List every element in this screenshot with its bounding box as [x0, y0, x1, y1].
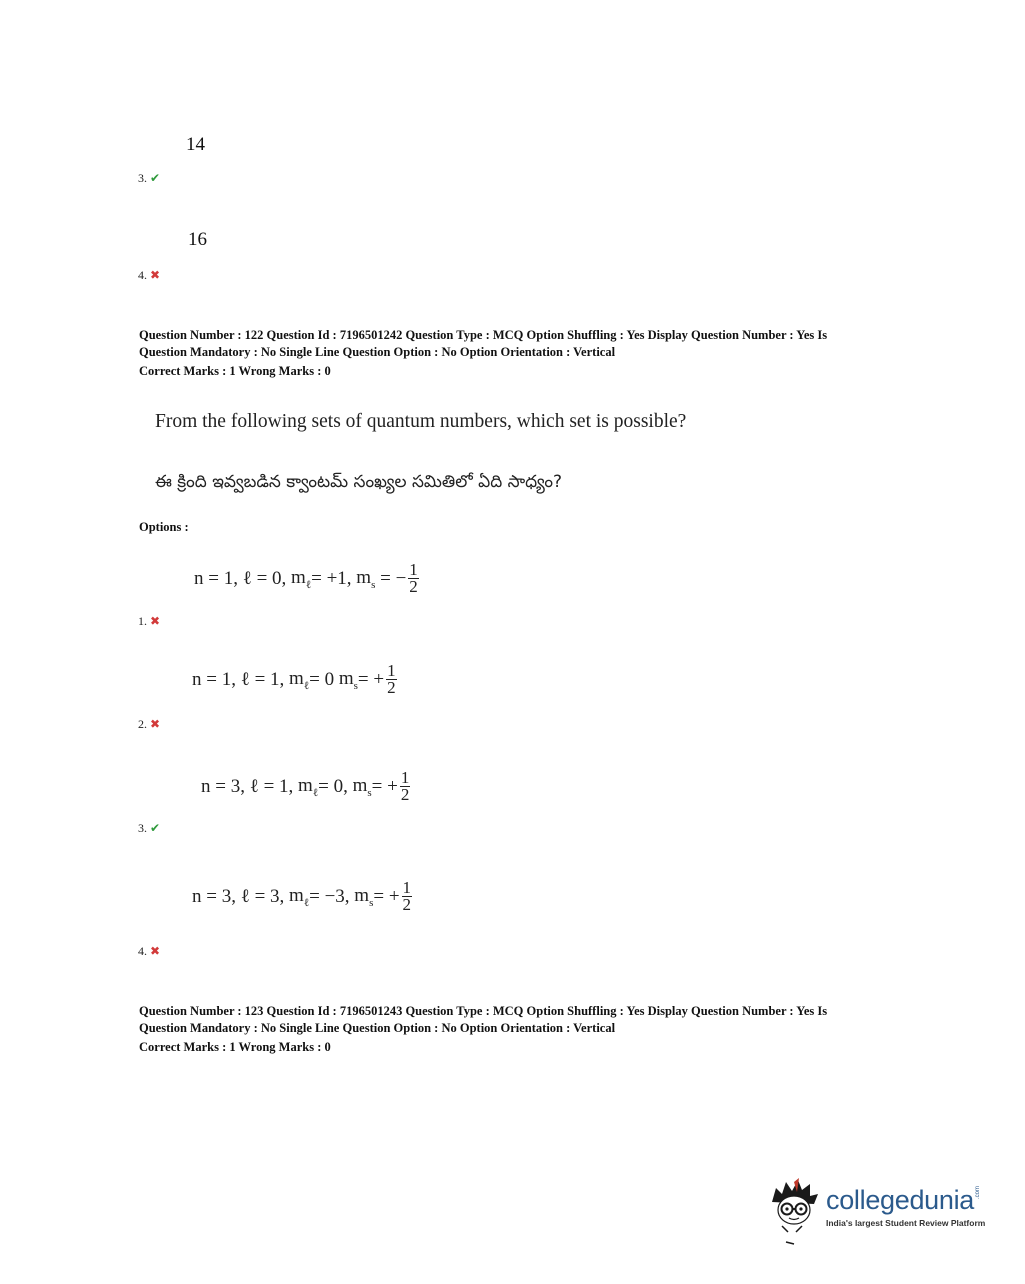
cross-icon: ✖ [150, 944, 161, 958]
collegedunia-logo [766, 1176, 985, 1246]
option-number-prev-3 [138, 171, 160, 186]
formula-ms-value: = − [380, 567, 407, 589]
formula-l: ℓ = 1, [240, 668, 285, 690]
option-number-prev-4 [138, 268, 160, 283]
option-number-label: 3. [138, 171, 147, 185]
question-text-english: From the following sets of quantum numbers, which set is possible? [155, 411, 687, 432]
question-meta-line-2: Question Mandatory : No Single Line Question Option : No Option Orientation : Vertical [139, 345, 616, 359]
logo-tagline: India's largest Student Review Platform [826, 1218, 986, 1228]
formula-ms-value: = + [357, 668, 385, 690]
option-number-label: 3. [138, 821, 147, 835]
formula-ml: $m_\ell$ [289, 884, 310, 909]
formula-n: n = 1, [192, 668, 236, 690]
question-meta-line-3: Correct Marks : 1 Wrong Marks : 0 [139, 364, 331, 378]
formula-ms: $m_s$ [354, 884, 374, 909]
fraction: $\frac{1}{2}$ [400, 768, 410, 804]
formula-ms: $m_s$ [352, 774, 372, 799]
option-formula-1 [194, 562, 419, 595]
check-icon: ✔ [150, 821, 161, 835]
next-question-meta [139, 1003, 827, 1056]
formula-n: n = 3, [201, 775, 245, 797]
option-number-3 [138, 821, 160, 836]
formula-ms-value: = + [371, 775, 398, 797]
formula-ml: $m_\ell$ [291, 566, 312, 591]
formula-l: ℓ = 1, [249, 775, 294, 797]
cross-icon: ✖ [150, 717, 161, 731]
option-number-2 [138, 717, 160, 732]
check-icon: ✔ [150, 171, 161, 185]
option-number-4 [138, 944, 160, 959]
logo-text [826, 1186, 985, 1228]
option-number-label: 2. [138, 717, 147, 731]
question-meta-line-2: Question Mandatory : No Single Line Question Option : No Option Orientation : Vertical [139, 1021, 616, 1035]
formula-ml-value: = +1, [311, 567, 352, 589]
formula-ms-value: = + [373, 885, 400, 907]
cross-icon: ✖ [150, 268, 161, 282]
fraction: $\frac{1}{2}$ [387, 661, 396, 697]
formula-ml-value: = −3, [309, 885, 350, 907]
formula-ml: $m_\ell$ [289, 667, 310, 692]
logo-suffix: .com [975, 1186, 982, 1200]
mascot-icon [766, 1176, 824, 1246]
question-meta-line-3: Correct Marks : 1 Wrong Marks : 0 [139, 1040, 331, 1054]
question-meta-line-1: Question Number : 123 Question Id : 7196501243 Question Type : MCQ Option Shuffling : Yes Display Question Number : Yes Is [139, 1004, 828, 1018]
option-formula-4 [192, 880, 412, 913]
question-text-telugu: ఈ క్రింది ఇవ్వబడిన క్వాంటమ్ సంఖ్యల సమితిలో ఏది సాధ్యం? [155, 472, 563, 492]
question-meta-line-1: Question Number : 122 Question Id : 7196501242 Question Type : MCQ Option Shuffling : Yes Display Question Number : Yes Is [139, 328, 828, 342]
options-label: Options : [139, 520, 189, 534]
formula-l: ℓ = 3, [240, 885, 285, 907]
option-number-label: 4. [138, 944, 147, 958]
option-value-prev-3: 14 [186, 134, 205, 155]
option-number-label: 1. [138, 614, 147, 628]
option-number-1 [138, 614, 160, 629]
option-formula-2 [192, 663, 397, 696]
formula-ml-value: = 0 [309, 668, 335, 690]
formula-ml: $m_\ell$ [298, 774, 319, 799]
cross-icon: ✖ [150, 614, 161, 628]
logo-name: collegedunia [826, 1185, 975, 1215]
formula-l: ℓ = 0, [242, 567, 287, 589]
formula-ml-value: = 0, [318, 775, 348, 797]
formula-n: n = 1, [194, 567, 238, 589]
option-value-prev-4: 16 [188, 229, 207, 250]
option-formula-3 [201, 770, 410, 803]
formula-ms: $m_s$ [356, 566, 376, 591]
question-meta [139, 327, 827, 380]
fraction: $\frac{1}{2}$ [409, 560, 418, 596]
option-number-label: 4. [138, 268, 147, 282]
formula-n: n = 3, [192, 885, 236, 907]
formula-ms: $m_s$ [338, 667, 358, 692]
fraction: $\frac{1}{2}$ [402, 878, 412, 914]
